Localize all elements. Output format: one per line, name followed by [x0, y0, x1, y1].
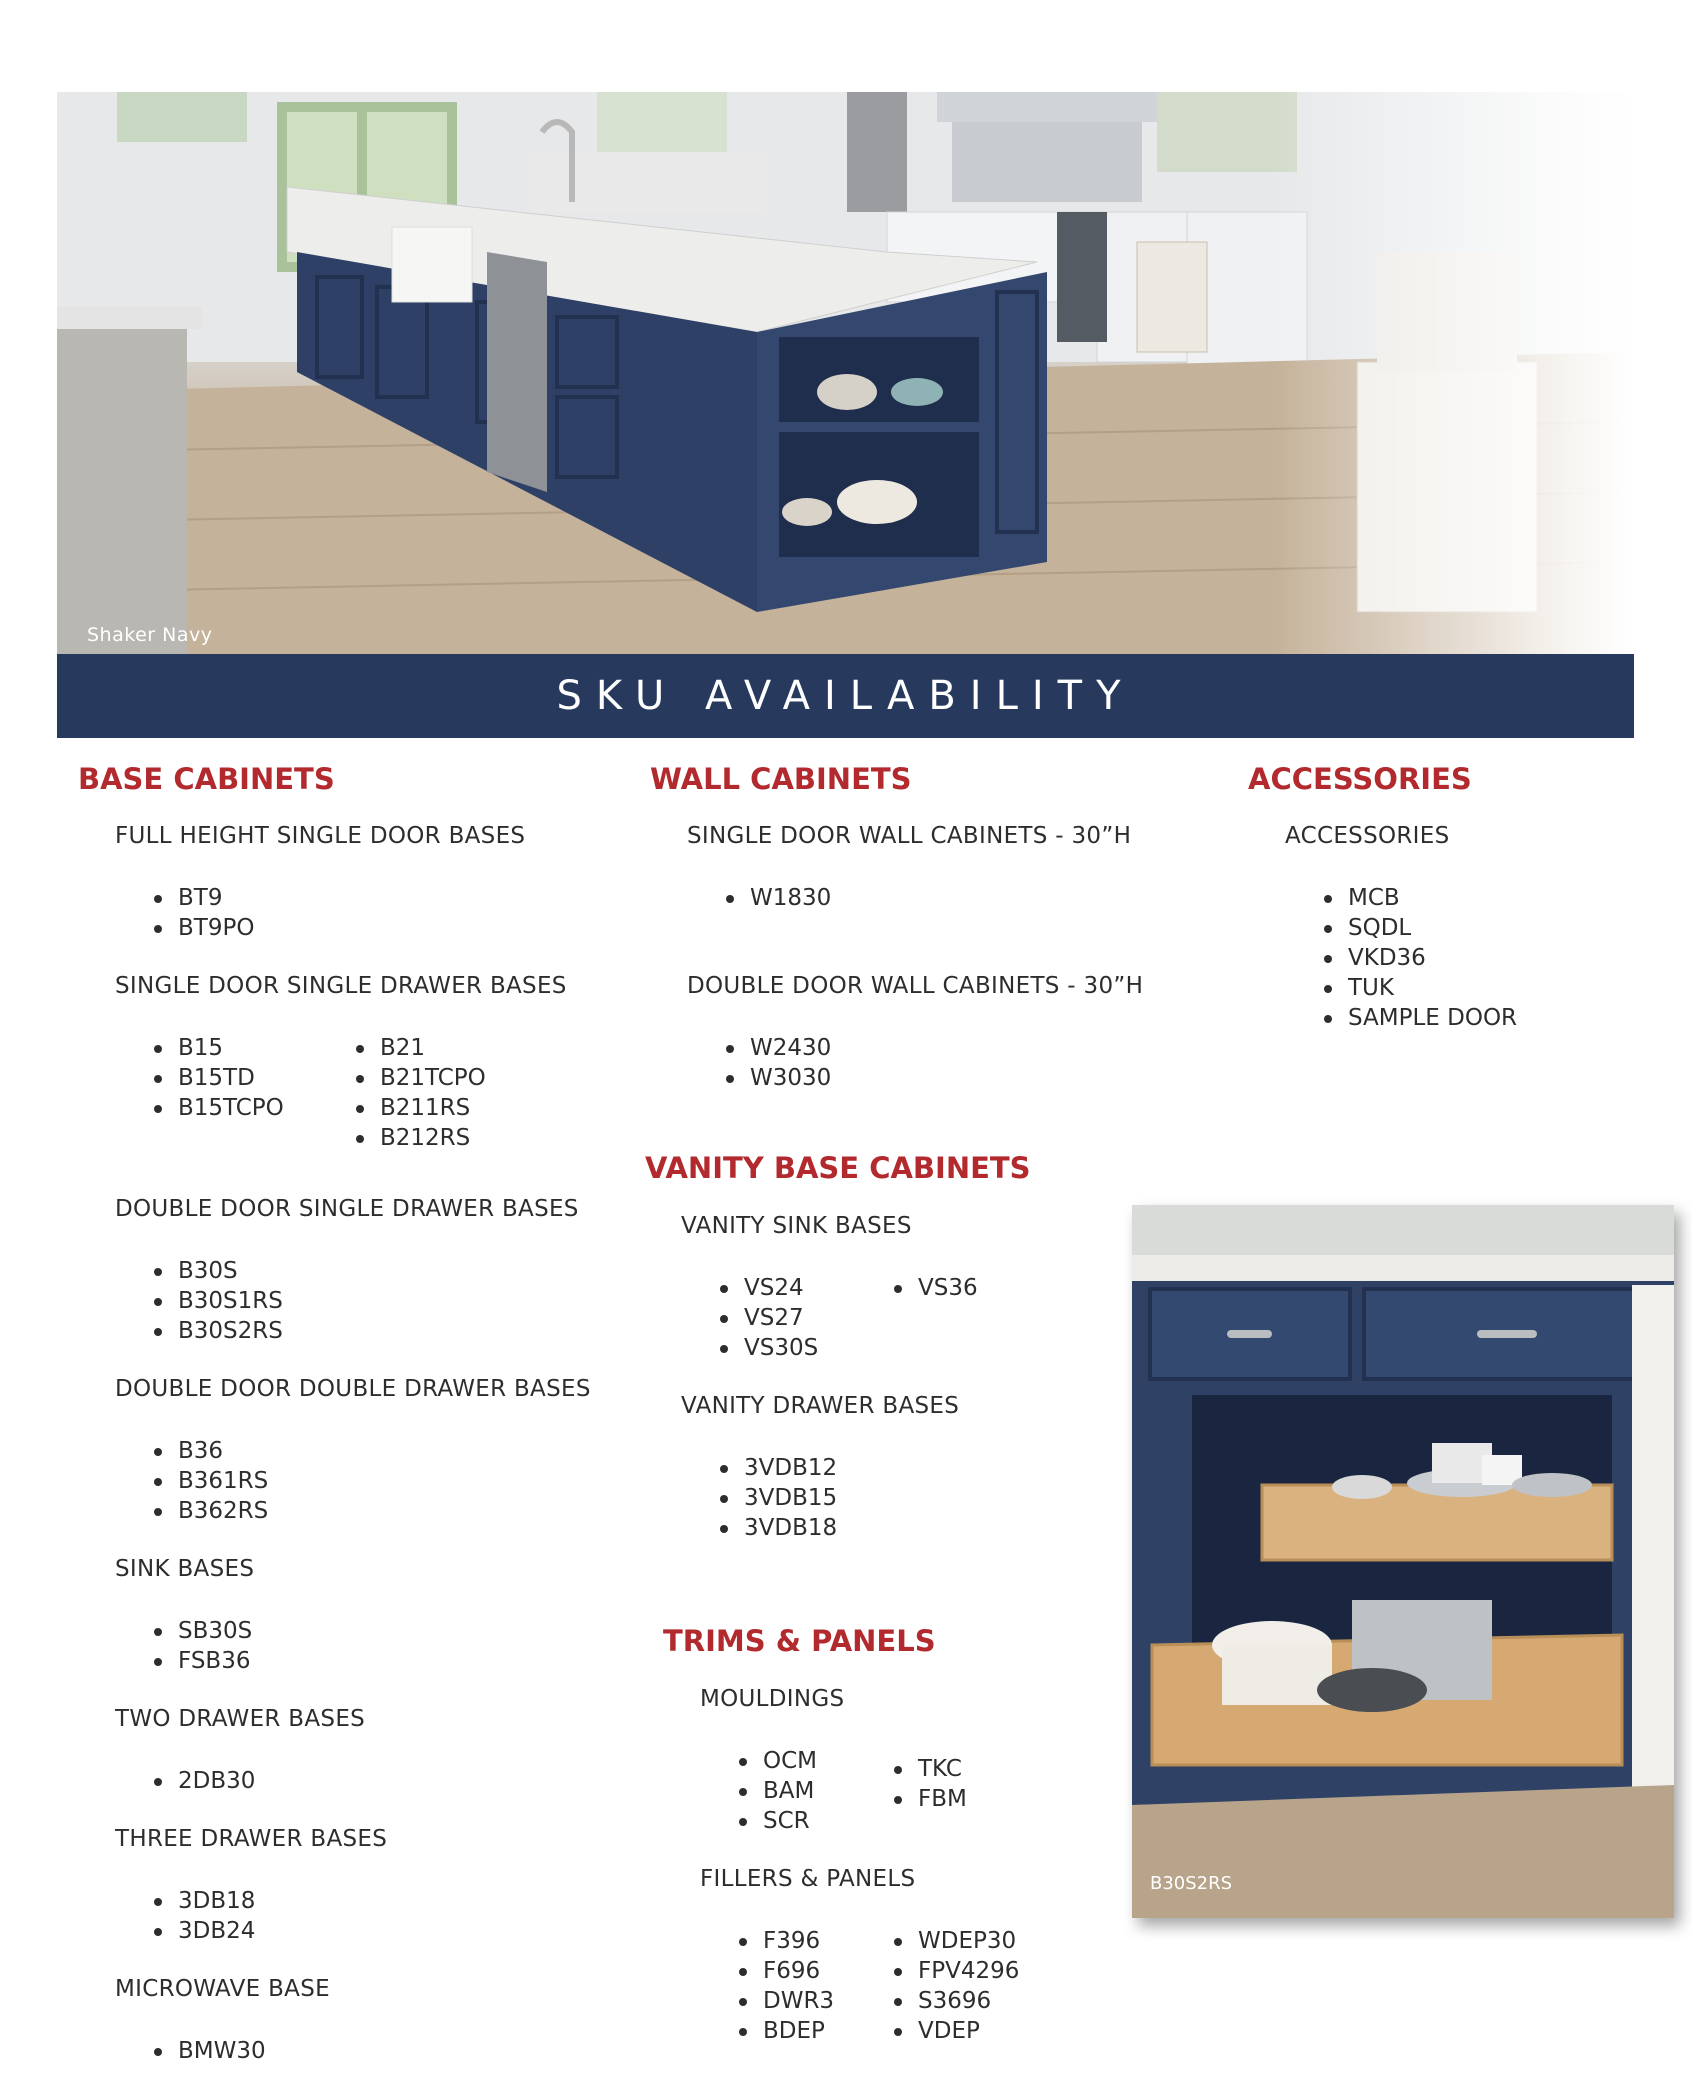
sku-item: B30S — [154, 1256, 283, 1286]
sku-list — [720, 1273, 818, 1363]
sku-item: VS24 — [720, 1273, 818, 1303]
sku-item: W1830 — [726, 883, 831, 913]
sku-list — [739, 1926, 834, 2046]
sku-list — [739, 1746, 817, 1836]
hero-caption: Shaker Navy — [87, 624, 213, 646]
hero-fade-overlay — [1274, 92, 1634, 654]
sku-list — [154, 1886, 255, 1946]
sku-item: SB30S — [154, 1616, 252, 1646]
group-title: VANITY SINK BASES — [681, 1213, 912, 1239]
sku-item: VS27 — [720, 1303, 818, 1333]
sku-list — [726, 1033, 831, 1093]
group-title: DOUBLE DOOR SINGLE DRAWER BASES — [115, 1196, 579, 1222]
sku-item: 3VDB15 — [720, 1483, 837, 1513]
sku-item: F396 — [739, 1926, 834, 1956]
sku-item: S3696 — [894, 1986, 1019, 2016]
sku-item: B361RS — [154, 1466, 268, 1496]
sku-list — [154, 1616, 252, 1676]
sku-item: VS30S — [720, 1333, 818, 1363]
sku-item: B211RS — [356, 1093, 486, 1123]
cabinet-pullout-photo — [1132, 1205, 1674, 1918]
sku-item: B15TD — [154, 1063, 284, 1093]
sku-item: 3VDB12 — [720, 1453, 837, 1483]
sku-item: SAMPLE DOOR — [1324, 1003, 1517, 1033]
group-title: MOULDINGS — [700, 1686, 845, 1712]
sku-item: B21 — [356, 1033, 486, 1063]
sku-item: B36 — [154, 1436, 268, 1466]
sku-item: BMW30 — [154, 2036, 266, 2066]
sku-item: 3DB24 — [154, 1916, 255, 1946]
sku-list — [154, 1766, 255, 1796]
sku-item: BT9PO — [154, 913, 254, 943]
group-title: MICROWAVE BASE — [115, 1976, 330, 2002]
group-title: THREE DRAWER BASES — [115, 1826, 388, 1852]
sku-item: B15TCPO — [154, 1093, 284, 1123]
sku-item: TKC — [894, 1754, 967, 1784]
group-title: FULL HEIGHT SINGLE DOOR BASES — [115, 823, 526, 849]
sku-item: VS36 — [894, 1273, 978, 1303]
sku-list — [894, 1273, 978, 1303]
sku-list — [1324, 883, 1517, 1033]
group-title: TWO DRAWER BASES — [115, 1706, 366, 1732]
sku-list — [726, 883, 831, 913]
sku-item: SQDL — [1324, 913, 1517, 943]
group-title: SINGLE DOOR WALL CABINETS - 30”H — [687, 823, 1132, 849]
sku-item: B15 — [154, 1033, 284, 1063]
sku-item: FBM — [894, 1784, 967, 1814]
sku-item: W2430 — [726, 1033, 831, 1063]
sku-item: F696 — [739, 1956, 834, 1986]
sku-item: BDEP — [739, 2016, 834, 2046]
sku-item: B212RS — [356, 1123, 486, 1153]
sku-item: FPV4296 — [894, 1956, 1019, 1986]
sku-list — [720, 1453, 837, 1543]
group-title: DOUBLE DOOR DOUBLE DRAWER BASES — [115, 1376, 591, 1402]
trims-heading: TRIMS & PANELS — [663, 1624, 936, 1658]
sku-item: WDEP30 — [894, 1926, 1019, 1956]
sku-item: B21TCPO — [356, 1063, 486, 1093]
sku-list — [154, 1256, 283, 1346]
sku-item: TUK — [1324, 973, 1517, 1003]
page-title-banner: SKU AVAILABILITY — [57, 654, 1634, 738]
group-title: SINK BASES — [115, 1556, 255, 1582]
group-title: FILLERS & PANELS — [700, 1866, 916, 1892]
sku-item: DWR3 — [739, 1986, 834, 2016]
sku-list — [154, 1033, 284, 1123]
sku-item: W3030 — [726, 1063, 831, 1093]
base-cabinets-heading: BASE CABINETS — [78, 762, 335, 796]
group-title: DOUBLE DOOR WALL CABINETS - 30”H — [687, 973, 1144, 999]
sku-item: MCB — [1324, 883, 1517, 913]
group-title: VANITY DRAWER BASES — [681, 1393, 960, 1419]
sku-item: B30S1RS — [154, 1286, 283, 1316]
sku-list — [154, 1436, 268, 1526]
sku-item: 2DB30 — [154, 1766, 255, 1796]
group-title: SINGLE DOOR SINGLE DRAWER BASES — [115, 973, 567, 999]
cabinet-illustration — [1132, 1205, 1674, 1918]
sku-item: BT9 — [154, 883, 254, 913]
sku-list — [154, 2036, 266, 2066]
sku-item: FSB36 — [154, 1646, 252, 1676]
sku-item: SCR — [739, 1806, 817, 1836]
photo-caption: B30S2RS — [1150, 1873, 1233, 1894]
sku-list — [154, 883, 254, 943]
wall-cabinets-heading: WALL CABINETS — [650, 762, 912, 796]
sku-item: VDEP — [894, 2016, 1019, 2046]
sku-list — [356, 1033, 486, 1153]
sku-item: OCM — [739, 1746, 817, 1776]
sku-item: 3DB18 — [154, 1886, 255, 1916]
sku-list — [894, 1754, 967, 1814]
sku-list — [894, 1926, 1019, 2046]
accessories-heading: ACCESSORIES — [1248, 762, 1472, 796]
sku-item: 3VDB18 — [720, 1513, 837, 1543]
hero-kitchen-photo — [57, 92, 1634, 654]
sku-item: VKD36 — [1324, 943, 1517, 973]
group-title: ACCESSORIES — [1285, 823, 1450, 849]
sku-item: B30S2RS — [154, 1316, 283, 1346]
sku-item: BAM — [739, 1776, 817, 1806]
vanity-heading: VANITY BASE CABINETS — [645, 1151, 1031, 1185]
sku-item: B362RS — [154, 1496, 268, 1526]
